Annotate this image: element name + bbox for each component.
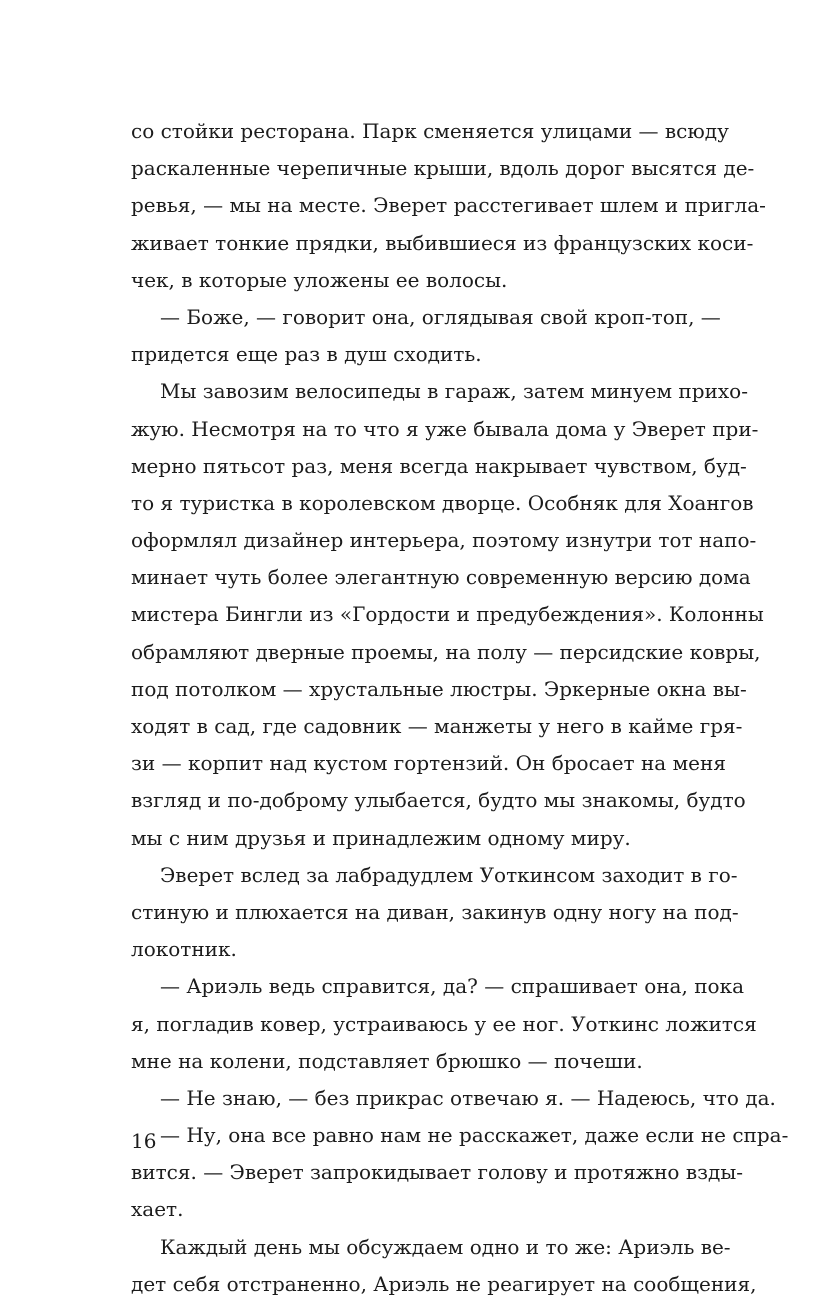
text-line: раскаленные черепичные крыши, вдоль дорог высятся де- (131, 156, 755, 181)
text-line: минает чуть более элегантную современную версию дома (131, 565, 751, 590)
text-line: дет себя отстраненно, Ариэль не реагирует на сообщения, (131, 1271, 757, 1296)
text-line: взгляд и по-доброму улыбается, будто мы знакомы, будто (131, 788, 746, 813)
text-line: придется еще раз в душ сходить. (131, 342, 482, 367)
text-line: мерно пятьсот раз, меня всегда накрывает чувством, буд- (131, 453, 747, 478)
text-line: со стойки ресторана. Парк сменяется улицами — всюду (131, 119, 729, 143)
text-line: под потолком — хрустальные люстры. Эркерные окна вы- (131, 676, 747, 701)
text-line: Каждый день мы обсуждаем одно и то же: Ариэль ве- (160, 1234, 731, 1259)
text-line: зи — корпит над кустом гортензий. Он бросает на меня (131, 751, 726, 776)
text-line: — Не знаю, — без прикрас отвечаю я. — Надеюсь, что да. (160, 1085, 776, 1110)
text-line: мы с ним друзья и принадлежим одному миру. (131, 825, 631, 850)
text-line: мне на колени, подставляет брюшко — почеши. (131, 1048, 643, 1073)
text-line: локотник. (131, 937, 237, 962)
text-line: хает. (131, 1197, 184, 1222)
text-line: — Ариэль ведь справится, да? — спрашивает она, пока (160, 974, 744, 999)
text-line: — Ну, она все равно нам не расскажет, даже если не спра- (160, 1123, 789, 1148)
page-number: 16 (131, 1129, 157, 1153)
text-line: — Боже, — говорит она, оглядывая свой кроп-топ, — (160, 304, 721, 329)
text-line: жую. Несмотря на то что я уже бывала дома у Эверет при- (131, 416, 759, 441)
text-line: Мы завозим велосипеды в гараж, затем минуем прихо- (160, 379, 748, 404)
text-line: мистера Бингли из «Гордости и предубеждения». Колонны (131, 602, 764, 627)
text-line: ревья, — мы на месте. Эверет расстегивает шлем и пригла- (131, 193, 766, 218)
text-line: живает тонкие прядки, выбившиеся из французских коси- (131, 230, 754, 255)
text-line: стиную и плюхается на диван, закинув одну ногу на под- (131, 899, 739, 924)
text-line: то я туристка в королевском дворце. Особняк для Хоангов (131, 490, 754, 515)
text-line: Эверет вслед за лабрадудлем Уоткинсом заходит в го- (160, 862, 738, 887)
text-line: обрамляют дверные проемы, на полу — персидские ковры, (131, 639, 761, 664)
text-line: оформлял дизайнер интерьера, поэтому изнутри тот напо- (131, 528, 757, 553)
text-line: ходят в сад, где садовник — манжеты у него в кайме гря- (131, 714, 743, 738)
body-text (131, 113, 789, 1303)
text-line: вится. — Эверет запрокидывает голову и протяжно взды- (131, 1160, 743, 1185)
text-line: чек, в которые уложены ее волосы. (131, 267, 508, 292)
text-line: я, погладив ковер, устраиваюсь у ее ног. Уоткинс ложится (131, 1011, 757, 1036)
